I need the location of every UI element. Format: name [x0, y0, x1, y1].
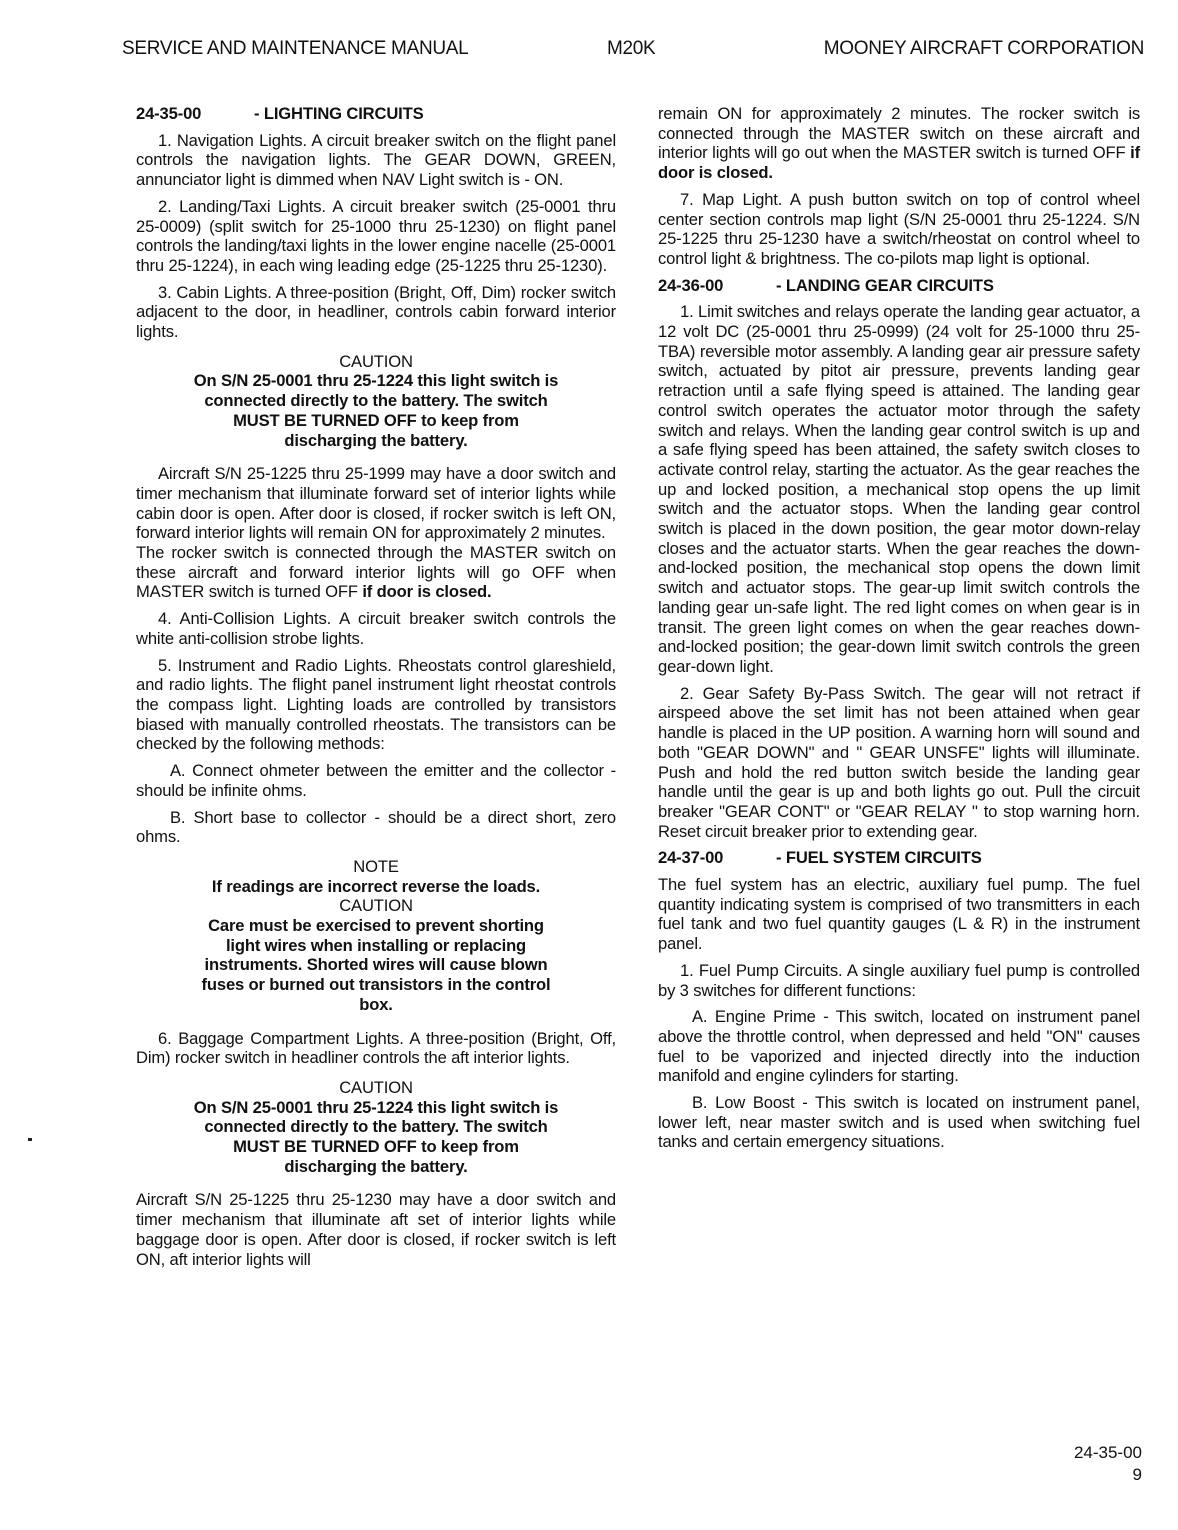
section-heading-lighting — [136, 104, 616, 124]
section-title: - FUEL SYSTEM CIRCUITS — [776, 848, 982, 868]
emphasis-door-closed: if door is closed. — [362, 582, 492, 602]
paragraph-cabin-timer: Aircraft S/N 25-1225 thru 25-1999 may have a door switch and timer mechanism that illuminate forward set of interior lights while cabin door is open. After door is closed, if rocker switch is left ON, forward interior lights will remain ON for approximately 2 minutes. — [136, 464, 616, 543]
footer-section-number: 24-35-00 — [1073, 1443, 1142, 1462]
paragraph-gear-safety-bypass: 2. Gear Safety By-Pass Switch. The gear will not retract if airspeed above the set limit has not been attained when gear handle is placed in the UP position. A warning horn will sound and both "GEAR DOWN" and " GEAR UNSFE" lights will illuminate. Push and hold the red button switch beside the landing gear handle until the gear is up and both lights go out. Pull the circuit breaker "GEAR CONT" or "GEAR RELAY " to stop warning horn. Reset circuit breaker prior to extending gear. — [658, 683, 1140, 841]
header-model: M20K — [607, 38, 656, 59]
caution-line: discharging the battery. — [284, 1156, 468, 1176]
paragraph-map-light: 7. Map Light. A push button switch on top of control wheel center section controls map light (S/N 25-0001 thru 25-1224. S/N 25-1225 thru 25-1230 have a switch/rheostat on control wheel to control light & brightness. The co-pilots map light is optional. — [658, 189, 1140, 268]
caution-line: Care must be exercised to prevent shorting — [208, 916, 544, 936]
caution-line: fuses or burned out transistors in the control — [201, 975, 551, 995]
caution-line: discharging the battery. — [284, 430, 468, 450]
caution-title: CAUTION — [339, 896, 413, 916]
caution-line: MUST BE TURNED OFF to keep from — [233, 410, 519, 430]
paragraph-low-boost: B. Low Boost - This switch is located on instrument panel, lower left, near master switch and is used when switching fuel tanks and certain emergency situations. — [658, 1093, 1140, 1152]
paragraph-navigation-lights: 1. Navigation Lights. A circuit breaker switch on the flight panel controls the navigation lights. The GEAR DOWN, GREEN, annunciator light is dimmed when NAV Light switch is - ON. — [136, 130, 616, 190]
section-heading-landing-gear — [658, 276, 1140, 296]
note-title: NOTE — [353, 856, 399, 876]
caution-line: box. — [359, 994, 393, 1014]
section-number: 24-35-00 — [136, 104, 202, 123]
caution-line: instruments. Shorted wires will cause blown — [204, 955, 548, 975]
note-block — [152, 857, 600, 896]
paragraph-fuel-system: The fuel system has an electric, auxiliary fuel pump. The fuel quantity indicating system is comprised of two transmitters in each fuel tank and two fuel quantity gauges (L & R) in the instrument panel. — [658, 875, 1140, 954]
page-header — [122, 38, 1144, 68]
caution-line: On S/N 25-0001 thru 25-1224 this light switch is — [193, 1097, 559, 1117]
paragraph-instrument-radio-lights: 5. Instrument and Radio Lights. Rheostats control glareshield, and radio lights. The flight panel instrument light rheostat controls the compass light. Lighting loads are controlled by transistors biased with manually controlled rheostats. The transistors can be checked by the following methods: — [136, 655, 616, 754]
footer-page-number: 9 — [1132, 1465, 1142, 1484]
paragraph-check-a: A. Connect ohmeter between the emitter and the collector - should be infinite ohms. — [136, 761, 616, 800]
paragraph-baggage-timer-cont-text: remain ON for approximately 2 minutes. The rocker switch is connected through the MASTER switch on these aircraft and interior lights will go out when the MASTER switch is turned OFF — [658, 104, 1140, 163]
page-footer — [1074, 1442, 1142, 1486]
paragraph-cabin-master-text: The rocker switch is connected through the MASTER switch on these aircraft and forward interior lights will go OFF when MASTER switch is turned OFF — [136, 543, 616, 602]
section-number: 24-37-00 — [658, 848, 724, 868]
right-column — [658, 104, 1140, 1152]
scan-speck — [28, 1138, 32, 1141]
paragraph-fuel-pump-circuits: 1. Fuel Pump Circuits. A single auxiliary fuel pump is controlled by 3 switches for different functions: — [658, 960, 1140, 1000]
section-title: - LANDING GEAR CIRCUITS — [776, 275, 994, 295]
caution-block-cabin — [152, 352, 600, 451]
section-title: - LIGHTING CIRCUITS — [254, 104, 424, 123]
header-company: MOONEY AIRCRAFT CORPORATION — [823, 38, 1144, 59]
paragraph-anti-collision: 4. Anti-Collision Lights. A circuit breaker switch controls the white anti-collision strobe lights. — [136, 609, 616, 648]
paragraph-cabin-master — [136, 543, 616, 602]
paragraph-baggage-timer: Aircraft S/N 25-1225 thru 25-1230 may have a door switch and timer mechanism that illuminate aft set of interior lights while baggage door is open. After door is closed, if rocker switch is left ON, aft interior lights will — [136, 1190, 616, 1269]
section-heading-fuel-system — [658, 848, 1140, 868]
paragraph-baggage-lights: 6. Baggage Compartment Lights. A three-position (Bright, Off, Dim) rocker switch in headliner controls the aft interior lights. — [136, 1028, 616, 1068]
caution-block-baggage — [152, 1078, 600, 1177]
note-text: If readings are incorrect reverse the loads. — [211, 876, 541, 896]
caution-title: CAUTION — [339, 1077, 413, 1097]
paragraph-cabin-lights: 3. Cabin Lights. A three-position (Bright, Off, Dim) rocker switch adjacent to the door, in headliner, controls cabin forward interior lights. — [136, 282, 616, 342]
emphasis-door-closed: if door is closed. — [658, 143, 1140, 183]
paragraph-check-b: B. Short base to collector - should be a direct short, zero ohms. — [136, 807, 616, 847]
paragraph-landing-taxi-lights: 2. Landing/Taxi Lights. A circuit breaker switch (25-0001 thru 25-0009) (split switch for 25-1000 thru 25-1230) on flight panel controls the landing/taxi lights in the lower engine nacelle (25-0001 thru 25-1224), in each wing leading edge (25-1225 thru 25-1230). — [136, 196, 616, 275]
caution-line: MUST BE TURNED OFF to keep from — [233, 1137, 519, 1157]
caution-line: connected directly to the battery. The switch — [204, 391, 548, 411]
section-number: 24-36-00 — [658, 275, 724, 295]
caution-line: On S/N 25-0001 thru 25-1224 this light switch is — [193, 371, 559, 391]
caution-title: CAUTION — [339, 351, 413, 371]
paragraph-engine-prime: A. Engine Prime - This switch, located on instrument panel above the throttle control, when depressed and held "ON" causes fuel to be vaporized and injected directly into the induction manifold and engine cylinders for starting. — [658, 1007, 1140, 1086]
left-column — [136, 104, 616, 1269]
paragraph-limit-switches: 1. Limit switches and relays operate the landing gear actuator, a 12 volt DC (25-0001 thru 25-0999) (24 volt for 25-1000 thru 25-TBA) reversible motor assembly. A landing gear air pressure safety switch, actuated by pitot air pressure, prevents landing gear retraction until a safe flying speed is attained. The landing gear control switch operates the actuator motor through the safety switch and relays. When the landing gear control switch is up and a safe flying speed has been attained, the safety switch closes to activate control relay, starting the actuator. As the gear reaches the up and locked position, a mechanical stop opens the up limit switch and the actuator stops. When the landing gear control switch is placed in the down position, the gear motor down-relay closes and the actuator starts. When the gear reaches the down-and-locked position, the mechanical stop opens the down limit switch and actuator stops. The gear-up limit switch controls the landing gear un-safe light. The red light comes on when gear is in transit. The green light comes on when the gear reaches down-and-locked position; the gear-down limit switch controls the green gear-down light. — [658, 302, 1140, 676]
paragraph-baggage-timer-cont — [658, 104, 1140, 183]
caution-block-shorting — [152, 896, 600, 1014]
caution-line: connected directly to the battery. The switch — [204, 1117, 548, 1137]
caution-line: light wires when installing or replacing — [225, 935, 527, 955]
header-manual-title: SERVICE AND MAINTENANCE MANUAL — [122, 38, 469, 59]
